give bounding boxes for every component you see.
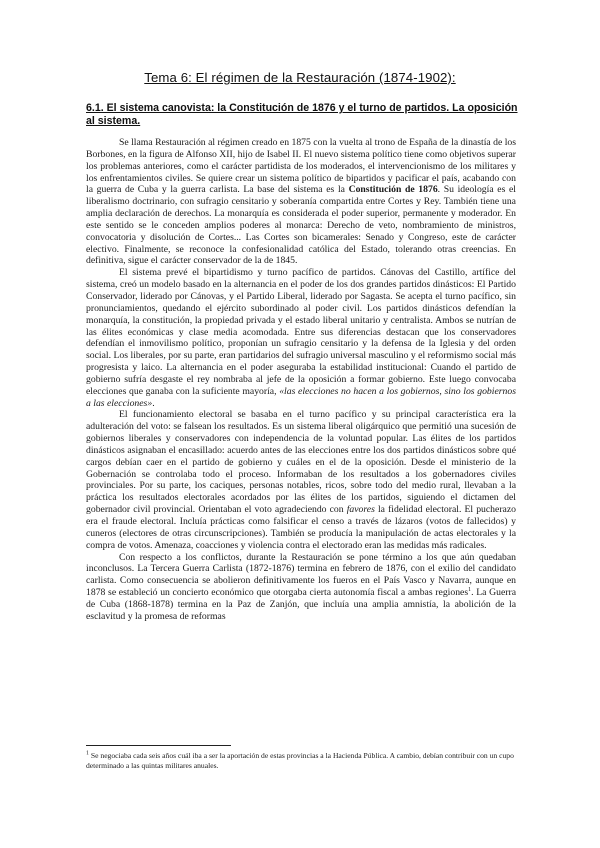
footnote [86, 751, 516, 771]
bold-text: Constitución de 1876 [348, 184, 438, 196]
paragraph-text: Se llama Restauración al régimen creado en 1875 con la vuelta al trono de España de la dinastía de los Borbones, en la figura de Alfonso XII, hijo de Isabel II. El nuevo sistema político tiene como objetivos superar los problemas anteriores, como el carácter partidista de los moderados, el intervencionismo de los militares y los enfrentamientos civiles. Se quiere crear un sistema político de bipartidos y pacificar el país, acabando con la guerra de Cuba y la guerra carlista. La base del sistema es la [86, 137, 516, 196]
paragraph-text: Con respecto a los conflictos, durante la Restauración se pone término a los que aún quedaban inconclusos. La Tercera Guerra Carlista (1872-1876) termina en febrero de 1876, con el exilio del candidato carlista. Como consecuencia se abolieron definitivamente los fueros en el País Vasco y Navarra, aunque en 1878 se estableció un concierto económico que otorgaba cierta autonomía fiscal a ambas regiones [86, 551, 516, 599]
section-heading: 6.1. El sistema canovista: la Constitución de 1876 y el turno de partidos. La oposición al sistema. [86, 102, 518, 127]
page-title: Tema 6: El régimen de la Restauración (1874-1902): [144, 70, 456, 85]
paragraph-text: El sistema prevé el bipartidismo y turno pacífico de partidos. Cánovas del Castillo, artífice del sistema, creó un modelo basado en la alternancia en el poder de los dos grandes partidos dinásticos: El Partido Conservador, liderado por Cánovas, y el Partido Liberal, liderado por Sagasta. Se acepta el turno pacífico, sin pronunciamientos, quedando el ejército subordinado al poder civil. Los partidos dinásticos defendían la monarquía, la constitución, la propiedad privada y el estado liberal unitario y centralista. Ambos se nutrían de las élites económicas y clase media acomodada. Entre sus diferencias destacan que los conservadores defendían el inmovilismo político, proponían un sufragio censitario y la defensa de la Iglesia y del orden social. Los liberales, por su parte, eran partidarios del sufragio universal masculino y el reformismo social más progresista y laico. La alternancia en el poder aseguraba la estabilidad institucional: Cuando el partido de gobierno sufría desgaste el rey nombraba al jefe de la oposición a formar gobierno. Este luego convocaba elecciones que ganaba con la suficiente mayoría, [86, 267, 516, 397]
paragraph-text: El funcionamiento electoral se basaba en el turno pacífico y su principal característica era la adulteración del voto: se falsean los resultados. Es un sistema liberal oligárquico que permitió una sucesión de gobiernos liberales y conservadores con independencia de la voluntad popular. Las élites de los partidos dinásticos asignaban el encasillado: acuerdo antes de las elecciones entre los dos partidos dinásticos sobre qué cargos debían caer en el partido de gobierno y cuáles en el de la oposición. Desde el ministerio de la Gobernación se controlaba todo el proceso. Informaban de los resultados a los gobernadores civiles provinciales. Por su parte, los caciques, personas notables, ricos, sobre todo del medio rural, llevaban a la práctica los resultados electorales acordados por las élites de los partidos, siguiendo el dictamen del gobernador civil provincial. Orientaban el voto agradeciendo con [86, 409, 516, 516]
footnote-marker: 1 [86, 750, 89, 757]
body-text [86, 137, 516, 623]
paragraph-text: . [152, 397, 155, 409]
italic-quote: «las elecciones no hacen a los gobiernos, sino los gobiernos a las elecciones» [86, 385, 516, 409]
footnote-divider [86, 745, 231, 746]
footnote-text: Se negociaba cada seis años cuál iba a ser la aportación de estas provincias a la Hacienda Pública. A cambio, debían contribuir con un cupo determinado a las quintas militares anuales. [86, 751, 514, 770]
paragraph [86, 409, 516, 551]
paragraph-text: . La Guerra de Cuba (1868-1878) termina en la Paz de Zanjón, que incluía una amplia amnistía, la abolición de la esclavitud y la promesa de reformas [86, 587, 517, 622]
paragraph-text: la fidelidad electoral. El pucherazo era el fraude electoral. Incluía prácticas como falsificar el censo a través de lázaros (votos de fallecidos) y cuneros (electores de otras circunscripciones). También se producía la manipulación de actas electorales y la compra de votos. Amenaza, coacciones y violencia contra el electorado eran las medidas más radicales. [86, 504, 516, 551]
paragraph [86, 267, 516, 409]
paragraph [86, 137, 516, 267]
footnote-reference[interactable]: 1 [468, 586, 472, 593]
paragraph-text: . Su ideología es el liberalismo doctrinario, con sufragio censitario y soberanía compartida entre Cortes y Rey. También tiene una amplia declaración de derechos. La monarquía es considerada el poder superior, permanente y moderador. En este sentido se le conceden amplios poderes al monarca: Derecho de veto, nombramiento de ministros, convocatoria y disolución de Cortes... Las Cortes son bicamerales: Senado y Congreso, este de carácter electivo. Finalmente, se reconoce la confesionalidad católica del Estado, tolerando otras creencias. En definitiva, sigue el carácter conservador de la de 1845. [86, 184, 516, 267]
paragraph [86, 552, 516, 623]
italic-text: favores [346, 504, 375, 516]
